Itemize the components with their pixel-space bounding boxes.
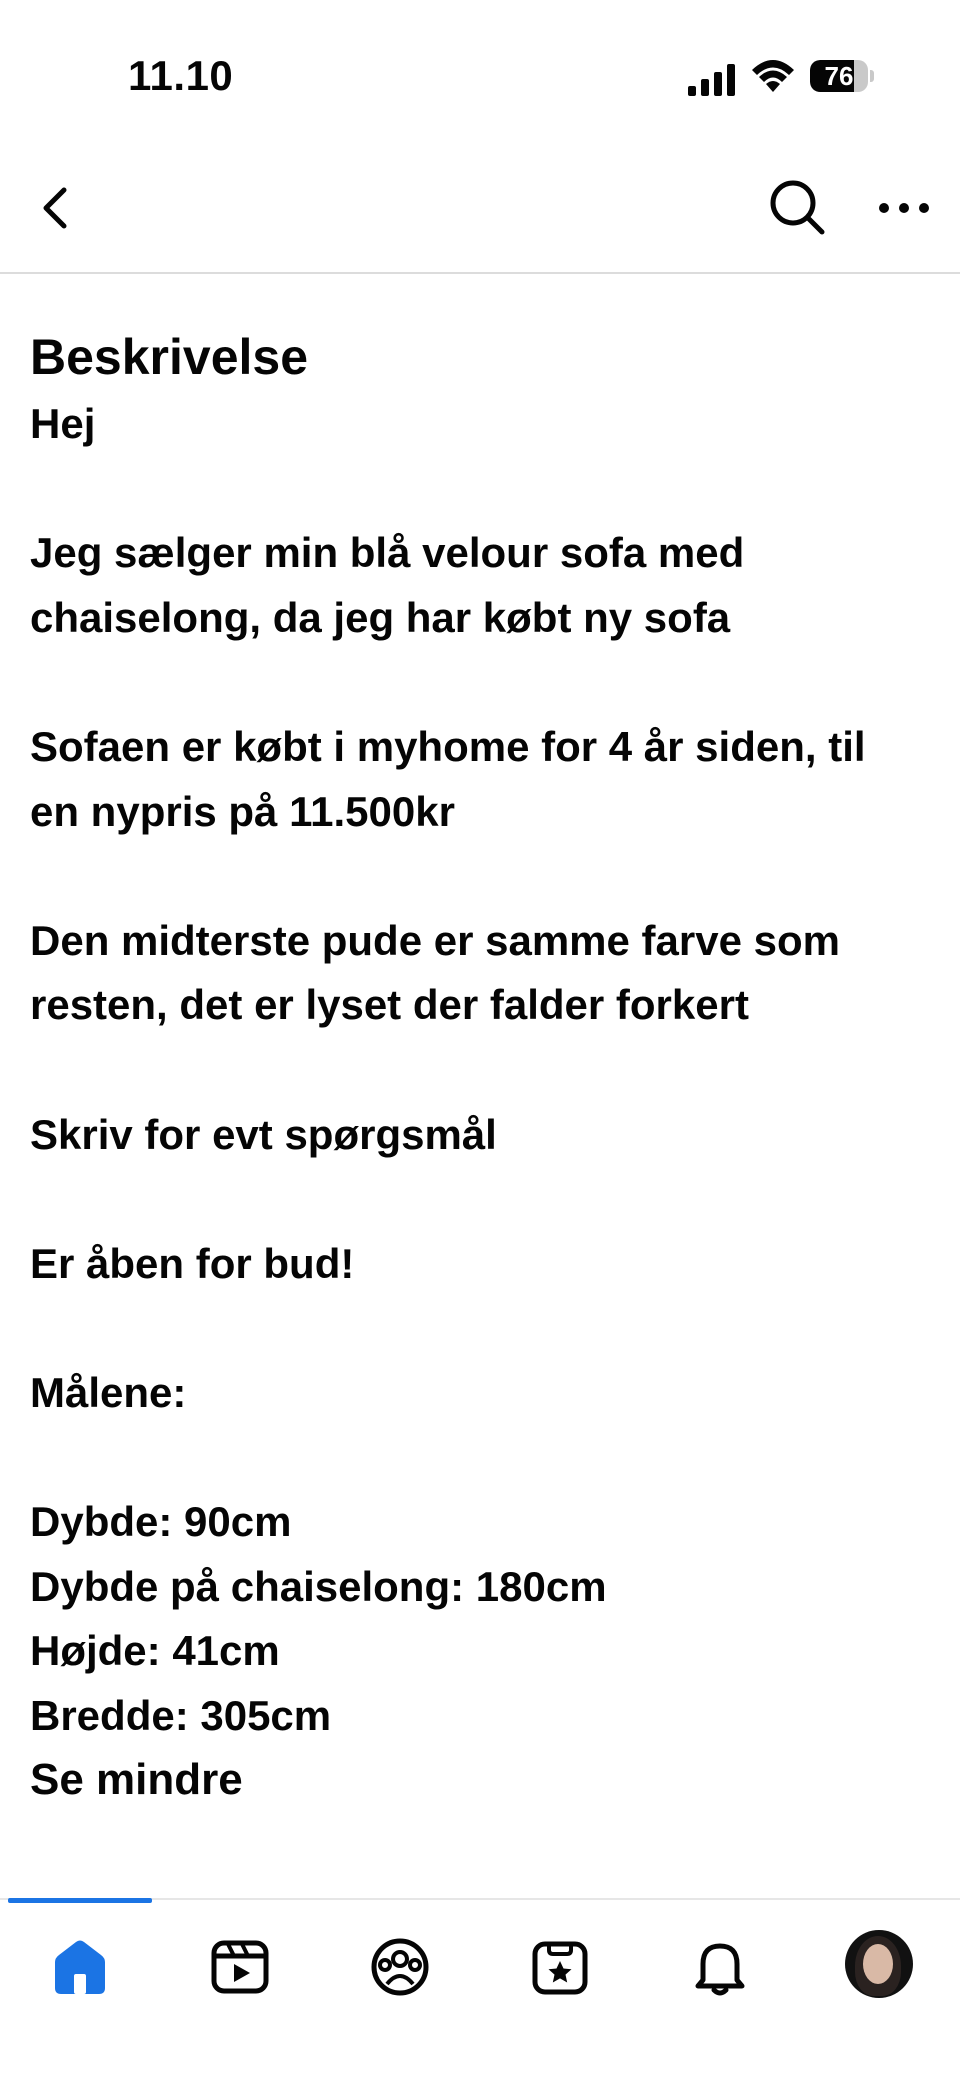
active-tab-indicator <box>8 1898 152 1903</box>
tab-marketplace[interactable] <box>525 1932 595 2002</box>
description-line: Målene: <box>30 1368 187 1416</box>
description-text <box>30 392 930 1748</box>
section-title: Beskrivelse <box>30 329 309 385</box>
wifi-icon <box>751 58 795 94</box>
notifications-icon <box>685 1932 755 2002</box>
groups-icon <box>365 1932 435 2002</box>
blank-line <box>30 1038 930 1103</box>
status-time: 11.10 <box>128 52 234 99</box>
description-line: Er åben for bud! <box>30 1239 355 1287</box>
marketplace-icon <box>525 1932 595 2002</box>
description-line: Skriv for evt spørgsmål <box>30 1110 497 1158</box>
description-line: Den midterste pude er samme farve som <box>30 916 840 964</box>
home-icon <box>45 1932 115 2002</box>
description-section <box>30 322 930 1813</box>
blank-line <box>30 1296 930 1361</box>
description-line: Sofaen er købt i myhome for 4 år siden, til <box>30 722 866 770</box>
description-line: Dybde på chaiselong: 180cm <box>30 1562 607 1610</box>
description-line: resten, det er lyset der falder forkert <box>30 981 749 1029</box>
blank-line <box>30 844 930 909</box>
blank-line <box>30 457 930 522</box>
status-bar <box>0 0 960 140</box>
description-line: en nypris på 11.500kr <box>30 787 455 835</box>
profile-avatar[interactable] <box>845 1930 913 1998</box>
cellular-signal-icon <box>688 64 736 96</box>
blank-line <box>30 1167 930 1232</box>
tab-home[interactable] <box>45 1932 115 2002</box>
search-icon[interactable] <box>766 176 828 238</box>
description-line: Hej <box>30 400 96 447</box>
blank-line <box>30 1426 930 1491</box>
battery-level: 76 <box>824 61 854 91</box>
tab-groups[interactable] <box>365 1932 435 2002</box>
more-horizontal-icon[interactable] <box>876 188 932 228</box>
chevron-left-icon[interactable] <box>30 180 84 236</box>
description-line: Højde: 41cm <box>30 1627 280 1675</box>
see-less-button[interactable]: Se mindre <box>30 1755 243 1805</box>
navigation-bar <box>0 140 960 274</box>
tab-video[interactable] <box>205 1932 275 2002</box>
battery-icon <box>810 60 872 94</box>
tab-notifications[interactable] <box>685 1932 755 2002</box>
description-line: chaiselong, da jeg har købt ny sofa <box>30 593 731 641</box>
bottom-tab-bar <box>0 1898 960 2087</box>
video-icon <box>205 1932 275 2002</box>
blank-line <box>30 650 930 715</box>
description-line: Jeg sælger min blå velour sofa med <box>30 529 745 577</box>
description-line: Bredde: 305cm <box>30 1691 332 1739</box>
description-line: Dybde: 90cm <box>30 1498 292 1546</box>
